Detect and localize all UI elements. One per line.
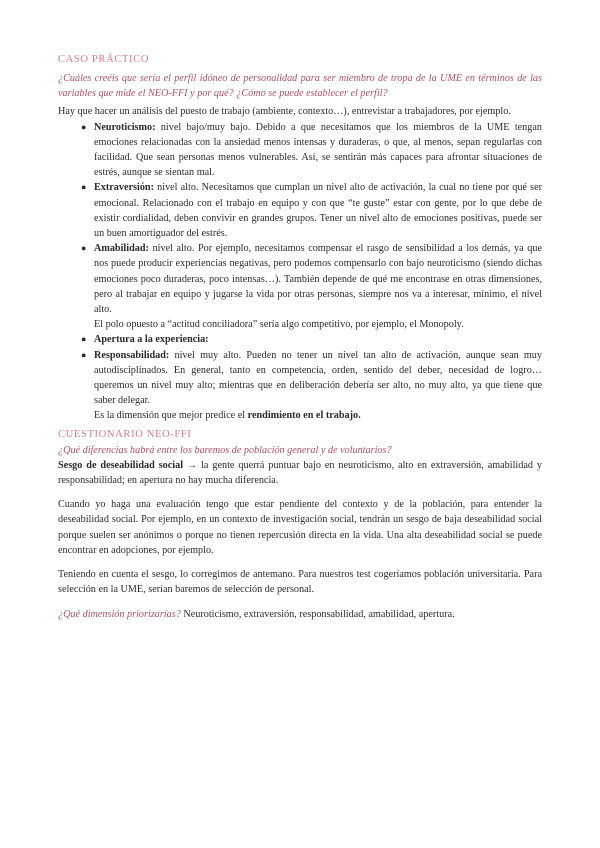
list-item-extraversion	[81, 180, 542, 241]
extra-responsabilidad-bold: rendimiento en el trabajo.	[247, 410, 361, 422]
bullet-icon: ●	[81, 349, 87, 360]
question-dimension: ¿Qué dimensión priorizarías?	[58, 608, 181, 620]
paragraph-teniendo: Teniendo en cuenta el sesgo, lo corregimos de antemano. Para nuestros test cogeríamos población universitaria. Para selección en la UME, serían baremos de selección de personal.	[58, 569, 542, 596]
list-item-amabilidad	[81, 241, 542, 332]
bullet-icon: ●	[81, 182, 87, 193]
extra-responsabilidad-pre: Es la dimensión que mejor predice el	[94, 410, 248, 422]
sesgo-term: Sesgo de deseabilidad social	[58, 459, 184, 471]
paragraph-evaluacion: Cuando yo haga una evaluación tengo que estar pendiente del contexto y de la población, para entender la deseabilidad social. Por ejemplo, en un contexto de investigación social, tendrán un sesgo de baja deseabilidad social porque suelen ser anónimos o porque no tienen repercusión directa en la vida. Una alta deseabilidad social se puede encontrar en adopciones, por ejemplo.	[58, 499, 542, 556]
traits-list	[58, 120, 542, 424]
answer-dimension: Neuroticismo, extraversión, responsabilidad, amabilidad, apertura.	[180, 608, 455, 620]
text-responsabilidad: nivel muy alto. Pueden no tener un nivel tan alto de activación, aunque sean muy autodisciplinados. En general, tanto en competencia, orden, sentido del deber, necesidad de logro… queremos un nivel muy alto; mientras que en deliberación debería ser alto, no muy alto, ya que tiene que saber delegar.	[94, 349, 542, 407]
section-title-caso-practico: CASO PRÁCTICO	[58, 54, 150, 65]
bullet-icon: ●	[81, 243, 87, 254]
extra-amabilidad: El polo opuesto a “actitud conciliadora” sería algo competitivo, por ejemplo, el Monopoly.	[94, 319, 464, 331]
bullet-icon: ●	[81, 121, 87, 132]
extra-responsabilidad	[94, 408, 542, 423]
list-item-apertura	[81, 332, 542, 347]
paragraph-prioridad	[58, 607, 542, 622]
question-diferencias: ¿Qué diferencias habrá entre los baremos de población general y de voluntarios?	[58, 444, 392, 456]
text-amabilidad: nivel alto. Por ejemplo, necesitamos compensar el rasgo de sensibilidad a los demás, ya que nos puede producir experiencias negativas, pero podemos compensarlo con bajo neuroticismo (siendo dichas emociones poco duraderas, poco intensas…). También depende de qué me encontrase en otras dimensiones, pero al trabajar en equipo y jugarse la vida por otras personas, siempre nos va a interesar, mínimo, el nivel alto.	[94, 243, 542, 316]
section-title-cuestionario: CUESTIONARIO NEO-FFI	[58, 428, 192, 440]
term-responsabilidad: Responsabilidad:	[94, 349, 170, 361]
intro-paragraph: Hay que hacer un análisis del puesto de trabajo (ambiente, contexto…), entrevistar a trabajadores, por ejemplo.	[58, 106, 511, 118]
term-amabilidad: Amabilidad:	[94, 243, 149, 255]
term-extraversion: Extraversión:	[94, 182, 154, 194]
text-extraversion: nivel alto. Necesitamos que cumplan un nivel alto de activación, la cual no tiene por qué ser emocional. Relacionado con el trabajo en equipo y con que “te guste” estar con gente, por lo que debe de existir cordialidad, deben convivir en grandes grupos. Tener un nivel alto de emociones positivas, puede ser un buen amortiguador del estrés.	[94, 182, 542, 240]
bullet-icon: ●	[81, 334, 87, 345]
question-perfil: ¿Cuáles creéis que sería el perfil idóneo de personalidad para ser miembro de tropa de la UME en términos de las variables que mide el NEO-FFI y por qué? ¿Cómo se puede establecer el perfil?	[58, 73, 542, 100]
sesgo-text: → la gente querrá puntuar bajo en neuroticismo, alto en extraversión, amabilidad y responsabilidad; en apertura no hay mucha diferencia.	[58, 459, 542, 487]
list-item-neuroticismo	[81, 120, 542, 181]
list-item-responsabilidad	[81, 348, 542, 424]
term-neuroticismo: Neuroticismo:	[94, 121, 156, 133]
text-neuroticismo: nivel bajo/muy bajo. Debido a que necesitamos que los miembros de la UME tengan emociones relacionadas con la ansiedad menos intensas y duraderas, o que, al menos, sepan regularlas con facilidad. Que sean personas menos vulnerables. Así, se sentirán más capaces para afrontar situaciones de estrés, aunque se sientan mal.	[94, 121, 542, 179]
document-page	[58, 52, 542, 622]
paragraph-sesgo	[58, 458, 542, 488]
term-apertura: Apertura a la experiencia:	[94, 334, 209, 346]
